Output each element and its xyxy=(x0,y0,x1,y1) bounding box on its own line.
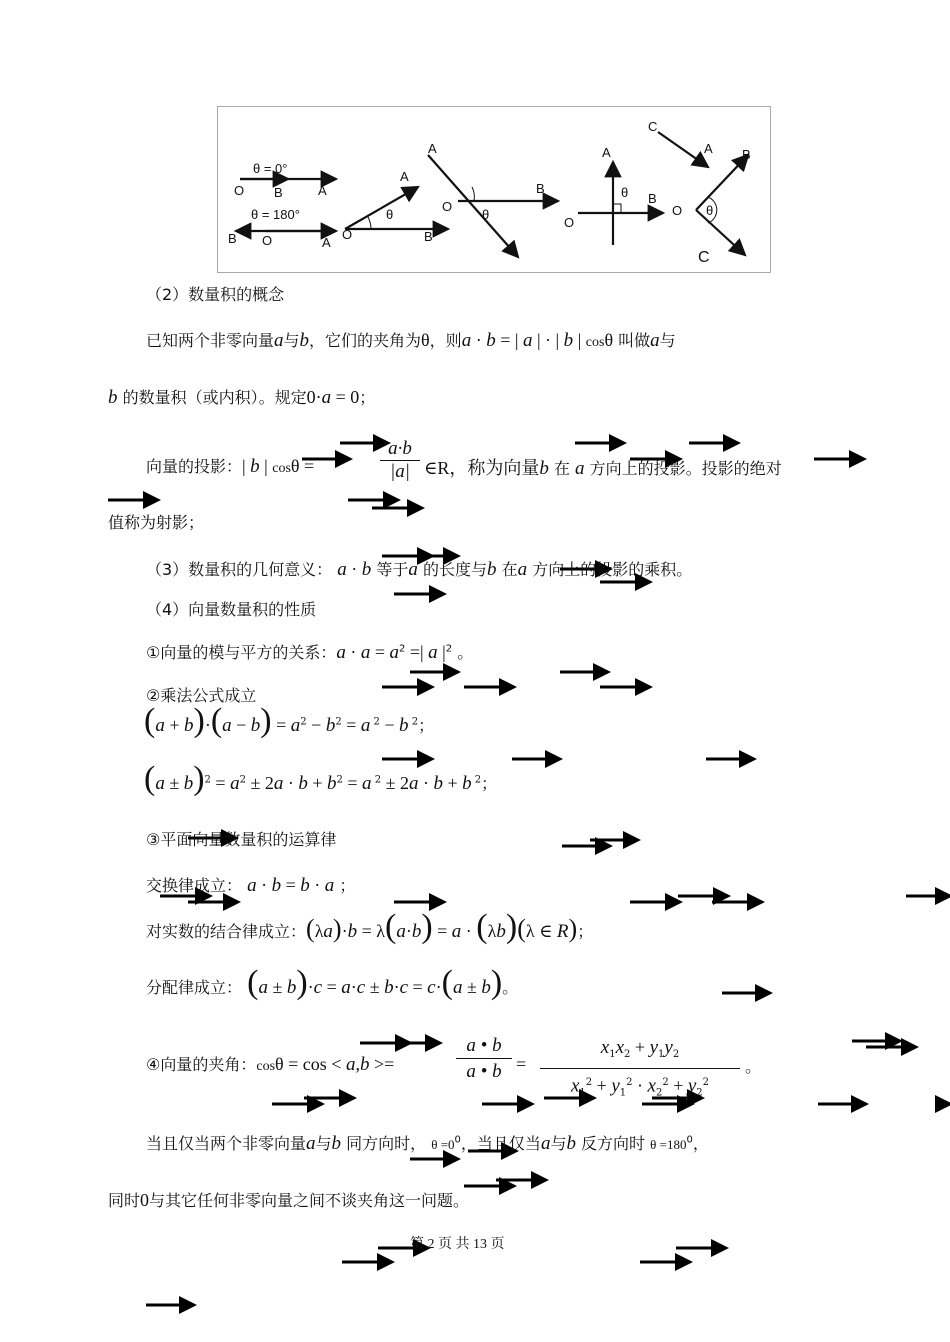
label-theta: θ xyxy=(482,207,490,222)
definition-line-2: b 的数量积（或内积）。规定0·a = 0； xyxy=(108,387,376,408)
label-c: C xyxy=(698,249,710,266)
formula-difference-of-squares: $(a + b)\cdot(a - b) = a^2 - b^2 = a$ $^2$ − b $^2$； xyxy=(144,702,435,739)
label-o: O xyxy=(234,183,245,198)
label-b: B xyxy=(228,231,237,246)
label-o: O xyxy=(564,215,575,230)
label-o: O xyxy=(442,199,453,214)
label-b: B xyxy=(742,147,751,162)
angle-fraction-1: a • b a • b xyxy=(456,1034,512,1085)
projection-fraction: a·b |a| xyxy=(380,438,420,483)
commutative-law: 交换律成立： a · b = b · a ； xyxy=(146,875,356,896)
label-theta0: θ = 0° xyxy=(253,161,288,176)
angle-formula-lead: ④向量的夹角：cosθ = cos < a,b >= xyxy=(146,1054,395,1075)
label-b: B xyxy=(274,185,283,200)
projection-line-2: 值称为射影； xyxy=(108,513,205,532)
label-a: A xyxy=(400,169,409,184)
label-b: B xyxy=(424,229,433,244)
label-theta: θ xyxy=(386,207,394,222)
label-theta180: θ = 180° xyxy=(251,207,300,222)
projection-line: 向量的投影：| b | cosθ = xyxy=(146,456,315,477)
section-3-line: （3）数量积的几何意义： a · b 等于a 的长度与b 在a 方向上的投影的乘积。 xyxy=(146,559,693,580)
label-a: A xyxy=(704,141,713,156)
label-a: A xyxy=(322,235,331,250)
zero-vector-note: 同时0与其它任何非零向量之间不谈夹角这一问题。 xyxy=(108,1190,470,1210)
label-theta: θ xyxy=(621,185,629,200)
definition-line-1: 已知两个非零向量a与b，它们的夹角为θ，则a · b = | a | · | b | cosθ 叫做a与 xyxy=(146,330,676,351)
label-a: A xyxy=(318,183,327,198)
label-o: O xyxy=(672,203,683,218)
label-c: C xyxy=(648,119,658,134)
label-o: O xyxy=(342,227,353,242)
projection-line-tail: ∈R，称为向量b 在 a 方向上的投影。投影的绝对 xyxy=(424,458,782,479)
label-b: B xyxy=(536,181,545,196)
property-1: ①向量的模与平方的关系：$a \cdot a = a^2$ =| a $|^2$ 。 xyxy=(146,642,474,663)
formula-square-of-sum: $(a \pm b)^2 = a^2 \pm 2a \cdot b + b^2 = a$ $^2$ ± 2a · b + b $^2$； xyxy=(144,760,498,797)
label-a: A xyxy=(428,141,437,156)
label-theta: θ xyxy=(706,203,714,218)
associative-law: 对实数的结合律成立：(λa)·b = λ(a·b) = a · (λb)(λ ∈ R)； xyxy=(146,908,594,945)
label-b: B xyxy=(648,191,657,206)
angle-conditions: 当且仅当两个非零向量a与b 同方向时， $\theta =0^0$，当且仅当a与b 反方向时 $\theta =180^0$， xyxy=(146,1133,709,1154)
distributive-law: 分配律成立： (a ± b)·c = a·c ± b·c = c·(a ± b)。 xyxy=(146,964,519,1001)
page-footer: 第 2 页 共 13 页 xyxy=(410,1237,505,1252)
label-a: A xyxy=(602,145,611,160)
property-3-heading: ③平面向量数量积的运算律 xyxy=(146,830,337,849)
section-2-heading: （2）数量积的概念 xyxy=(146,285,285,304)
angle-fraction-2: $x_1x_2 + y_1y_2$ $x_1^2 + y_1^2 \cdot x_2^2 + y_2^2$ xyxy=(540,1034,740,1108)
property-2-heading: ②乘法公式成立 xyxy=(146,686,257,705)
equals-sign: = xyxy=(516,1054,527,1074)
angle-formula-end: 。 xyxy=(745,1057,762,1076)
section-4-heading: （4）向量数量积的性质 xyxy=(146,600,317,619)
label-o: O xyxy=(262,233,273,248)
